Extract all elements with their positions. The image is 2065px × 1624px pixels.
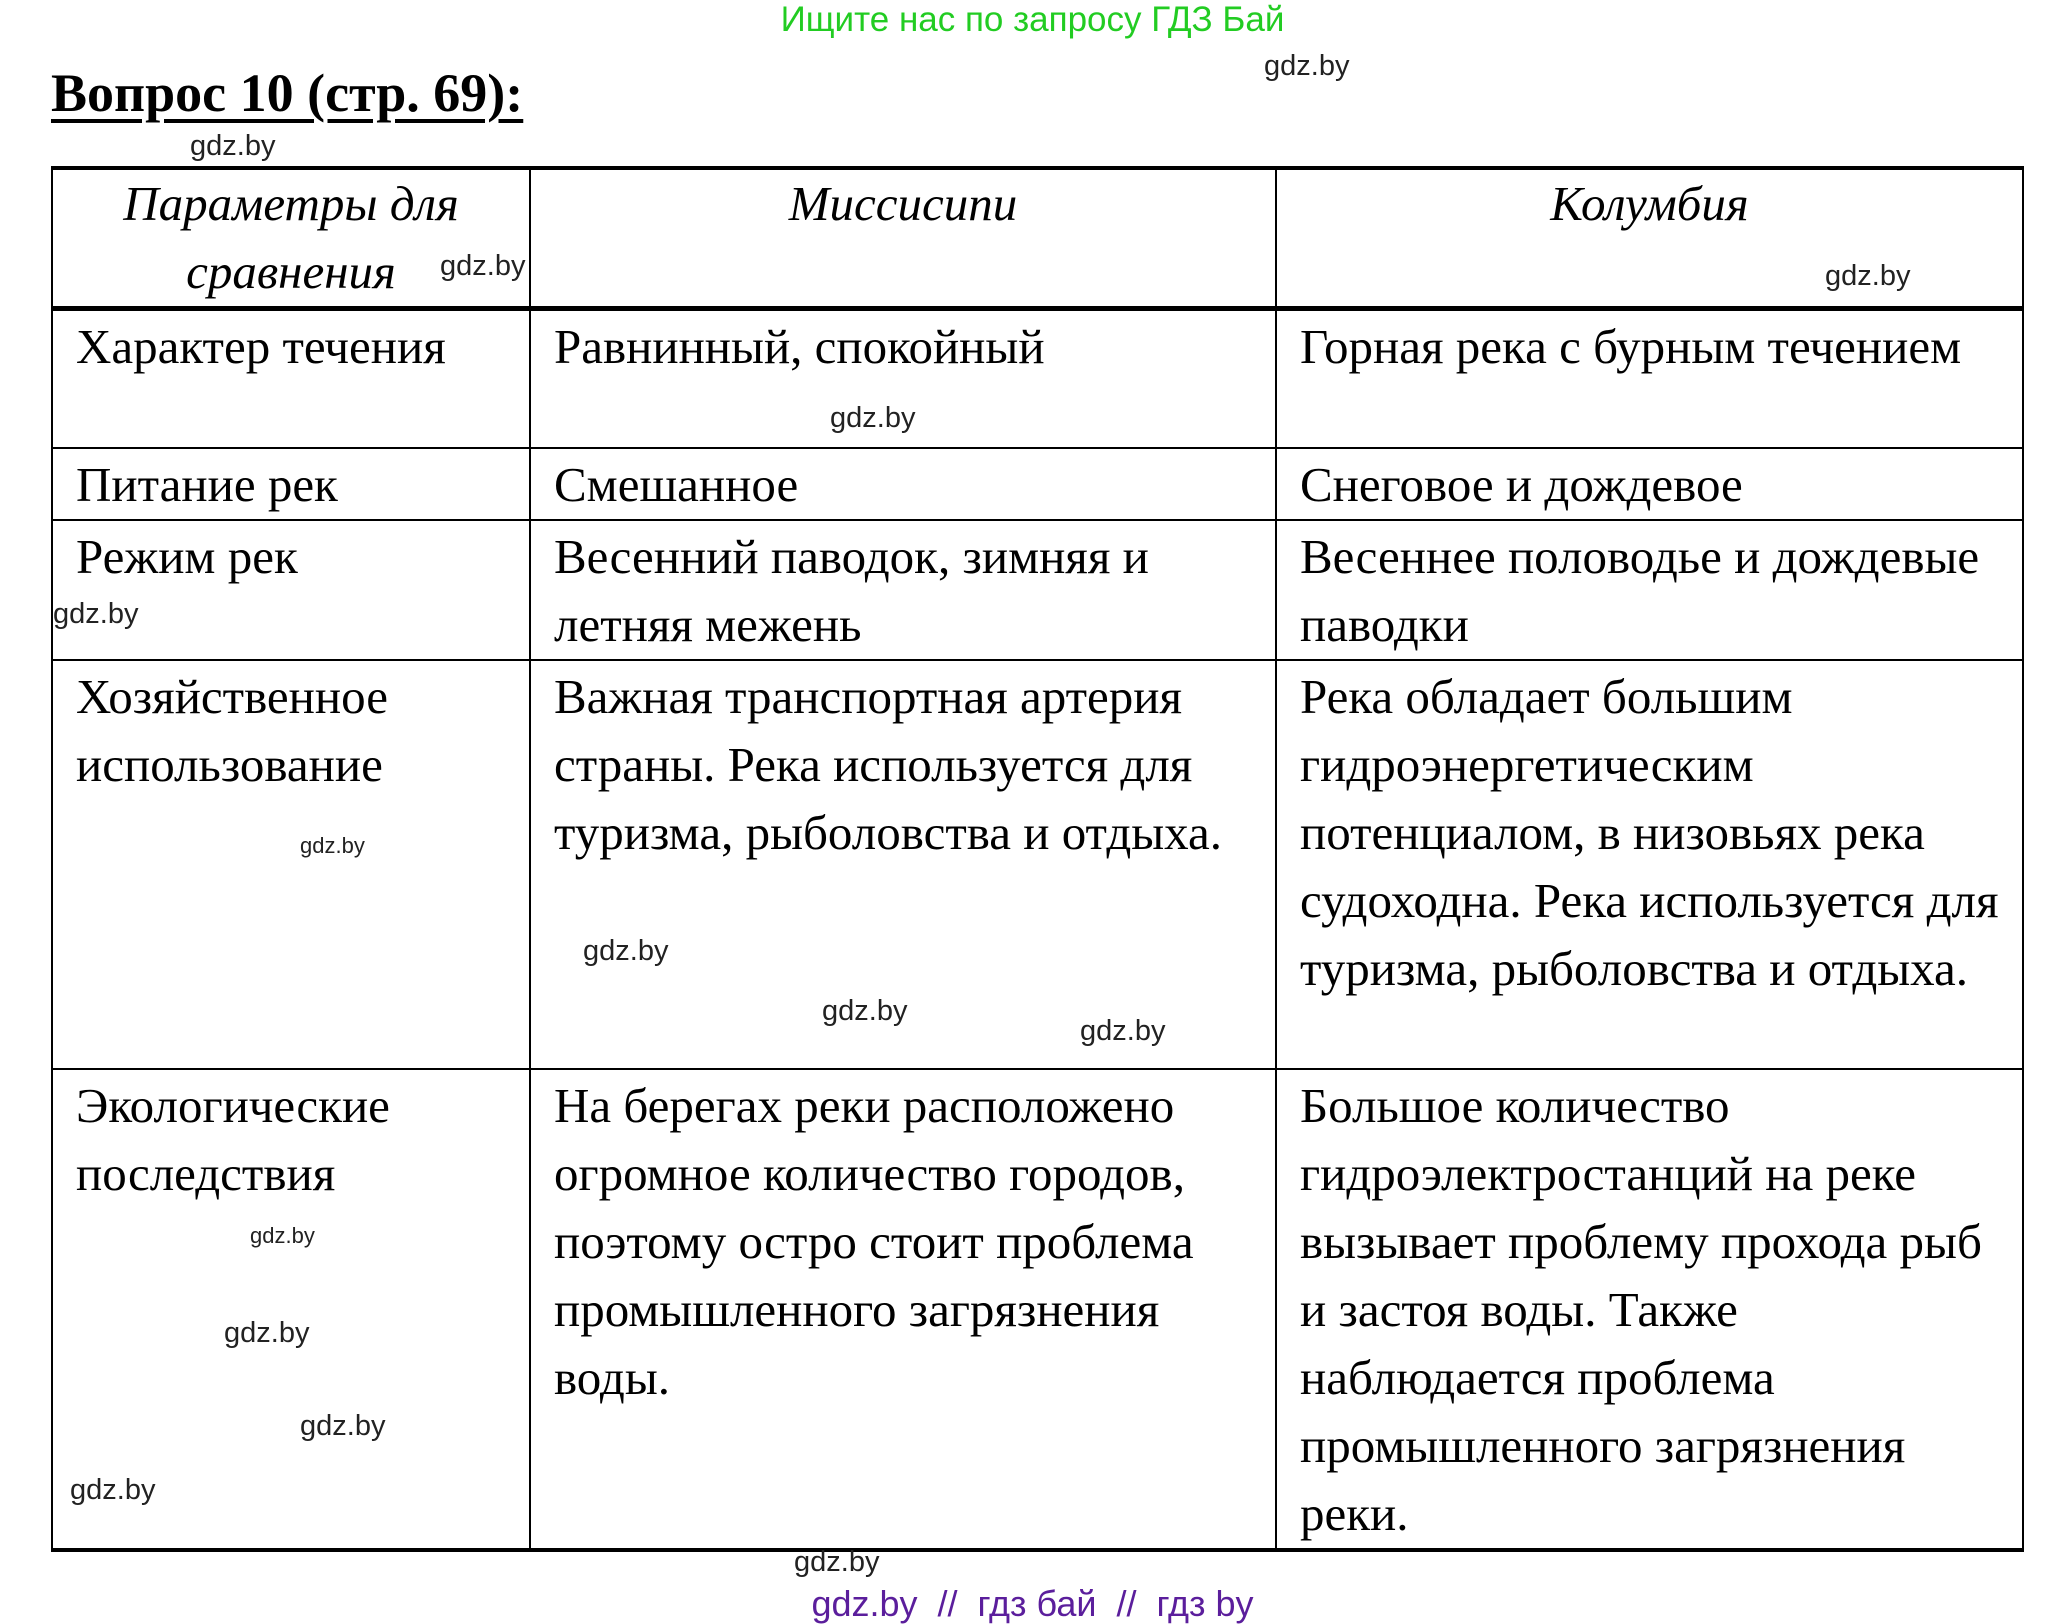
watermark: gdz.by: [224, 1317, 310, 1349]
watermark: gdz.by: [440, 250, 526, 282]
table-row: [52, 1069, 2023, 1550]
watermark: gdz.by: [583, 935, 669, 967]
table-cell: Важная транспортная артерия страны. Река используется для туризма, рыболовства и отдыха.: [530, 660, 1276, 1069]
watermark: gdz.by: [1080, 1015, 1166, 1047]
table-cell: Весенний паводок, зимняя и летняя межень: [530, 520, 1276, 660]
table-cell: Режим рек: [52, 520, 530, 660]
column-header: Колумбия: [1276, 168, 2023, 309]
watermark: gdz.by: [300, 833, 365, 858]
table-cell: Большое количество гидроэлектростанций на реке вызывает проблему прохода рыб и застоя воды. Также наблюдается проблема промышленного загрязнения реки.: [1276, 1069, 2023, 1550]
table-cell: Характер течения: [52, 309, 530, 448]
page-title: Вопрос 10 (стр. 69):: [51, 63, 524, 123]
table-row: [52, 448, 2023, 520]
watermark: gdz.by: [70, 1474, 156, 1506]
table-cell: Экологические последствия: [52, 1069, 530, 1550]
watermark: gdz.by: [300, 1410, 386, 1442]
table-cell: Весеннее половодье и дождевые паводки: [1276, 520, 2023, 660]
column-header: Параметры для сравнения: [52, 168, 530, 309]
watermark: gdz.by: [53, 598, 139, 630]
table-row: [52, 309, 2023, 448]
watermark: gdz.by: [1264, 50, 1350, 82]
promo-banner: Ищите нас по запросу ГДЗ Бай: [780, 0, 1285, 39]
table-cell: Хозяйственное использование: [52, 660, 530, 1069]
watermark: gdz.by: [1825, 260, 1911, 292]
table-cell: Горная река с бурным течением: [1276, 309, 2023, 448]
table-header-row: [52, 168, 2023, 309]
table-cell: Питание рек: [52, 448, 530, 520]
table-cell: Снеговое и дождевое: [1276, 448, 2023, 520]
watermark: gdz.by: [830, 402, 916, 434]
watermark: gdz.by: [250, 1223, 315, 1248]
table-row: [52, 660, 2023, 1069]
table-cell: Река обладает большим гидроэнергетическим потенциалом, в низовьях река судоходна. Река используется для туризма, рыболовства и отдыха.: [1276, 660, 2023, 1069]
table-row: [52, 520, 2023, 660]
watermark: gdz.by: [794, 1546, 880, 1578]
watermark: gdz.by: [190, 130, 276, 162]
table-cell: Равнинный, спокойный: [530, 309, 1276, 448]
watermark: gdz.by: [822, 995, 908, 1027]
column-header: Миссисипи: [530, 168, 1276, 309]
footer-links: gdz.by // гдз бай // гдз by: [811, 1583, 1254, 1624]
table-cell: Смешанное: [530, 448, 1276, 520]
table-cell: На берегах реки расположено огромное количество городов, поэтому остро стоит проблема промышленного загрязнения воды.: [530, 1069, 1276, 1550]
